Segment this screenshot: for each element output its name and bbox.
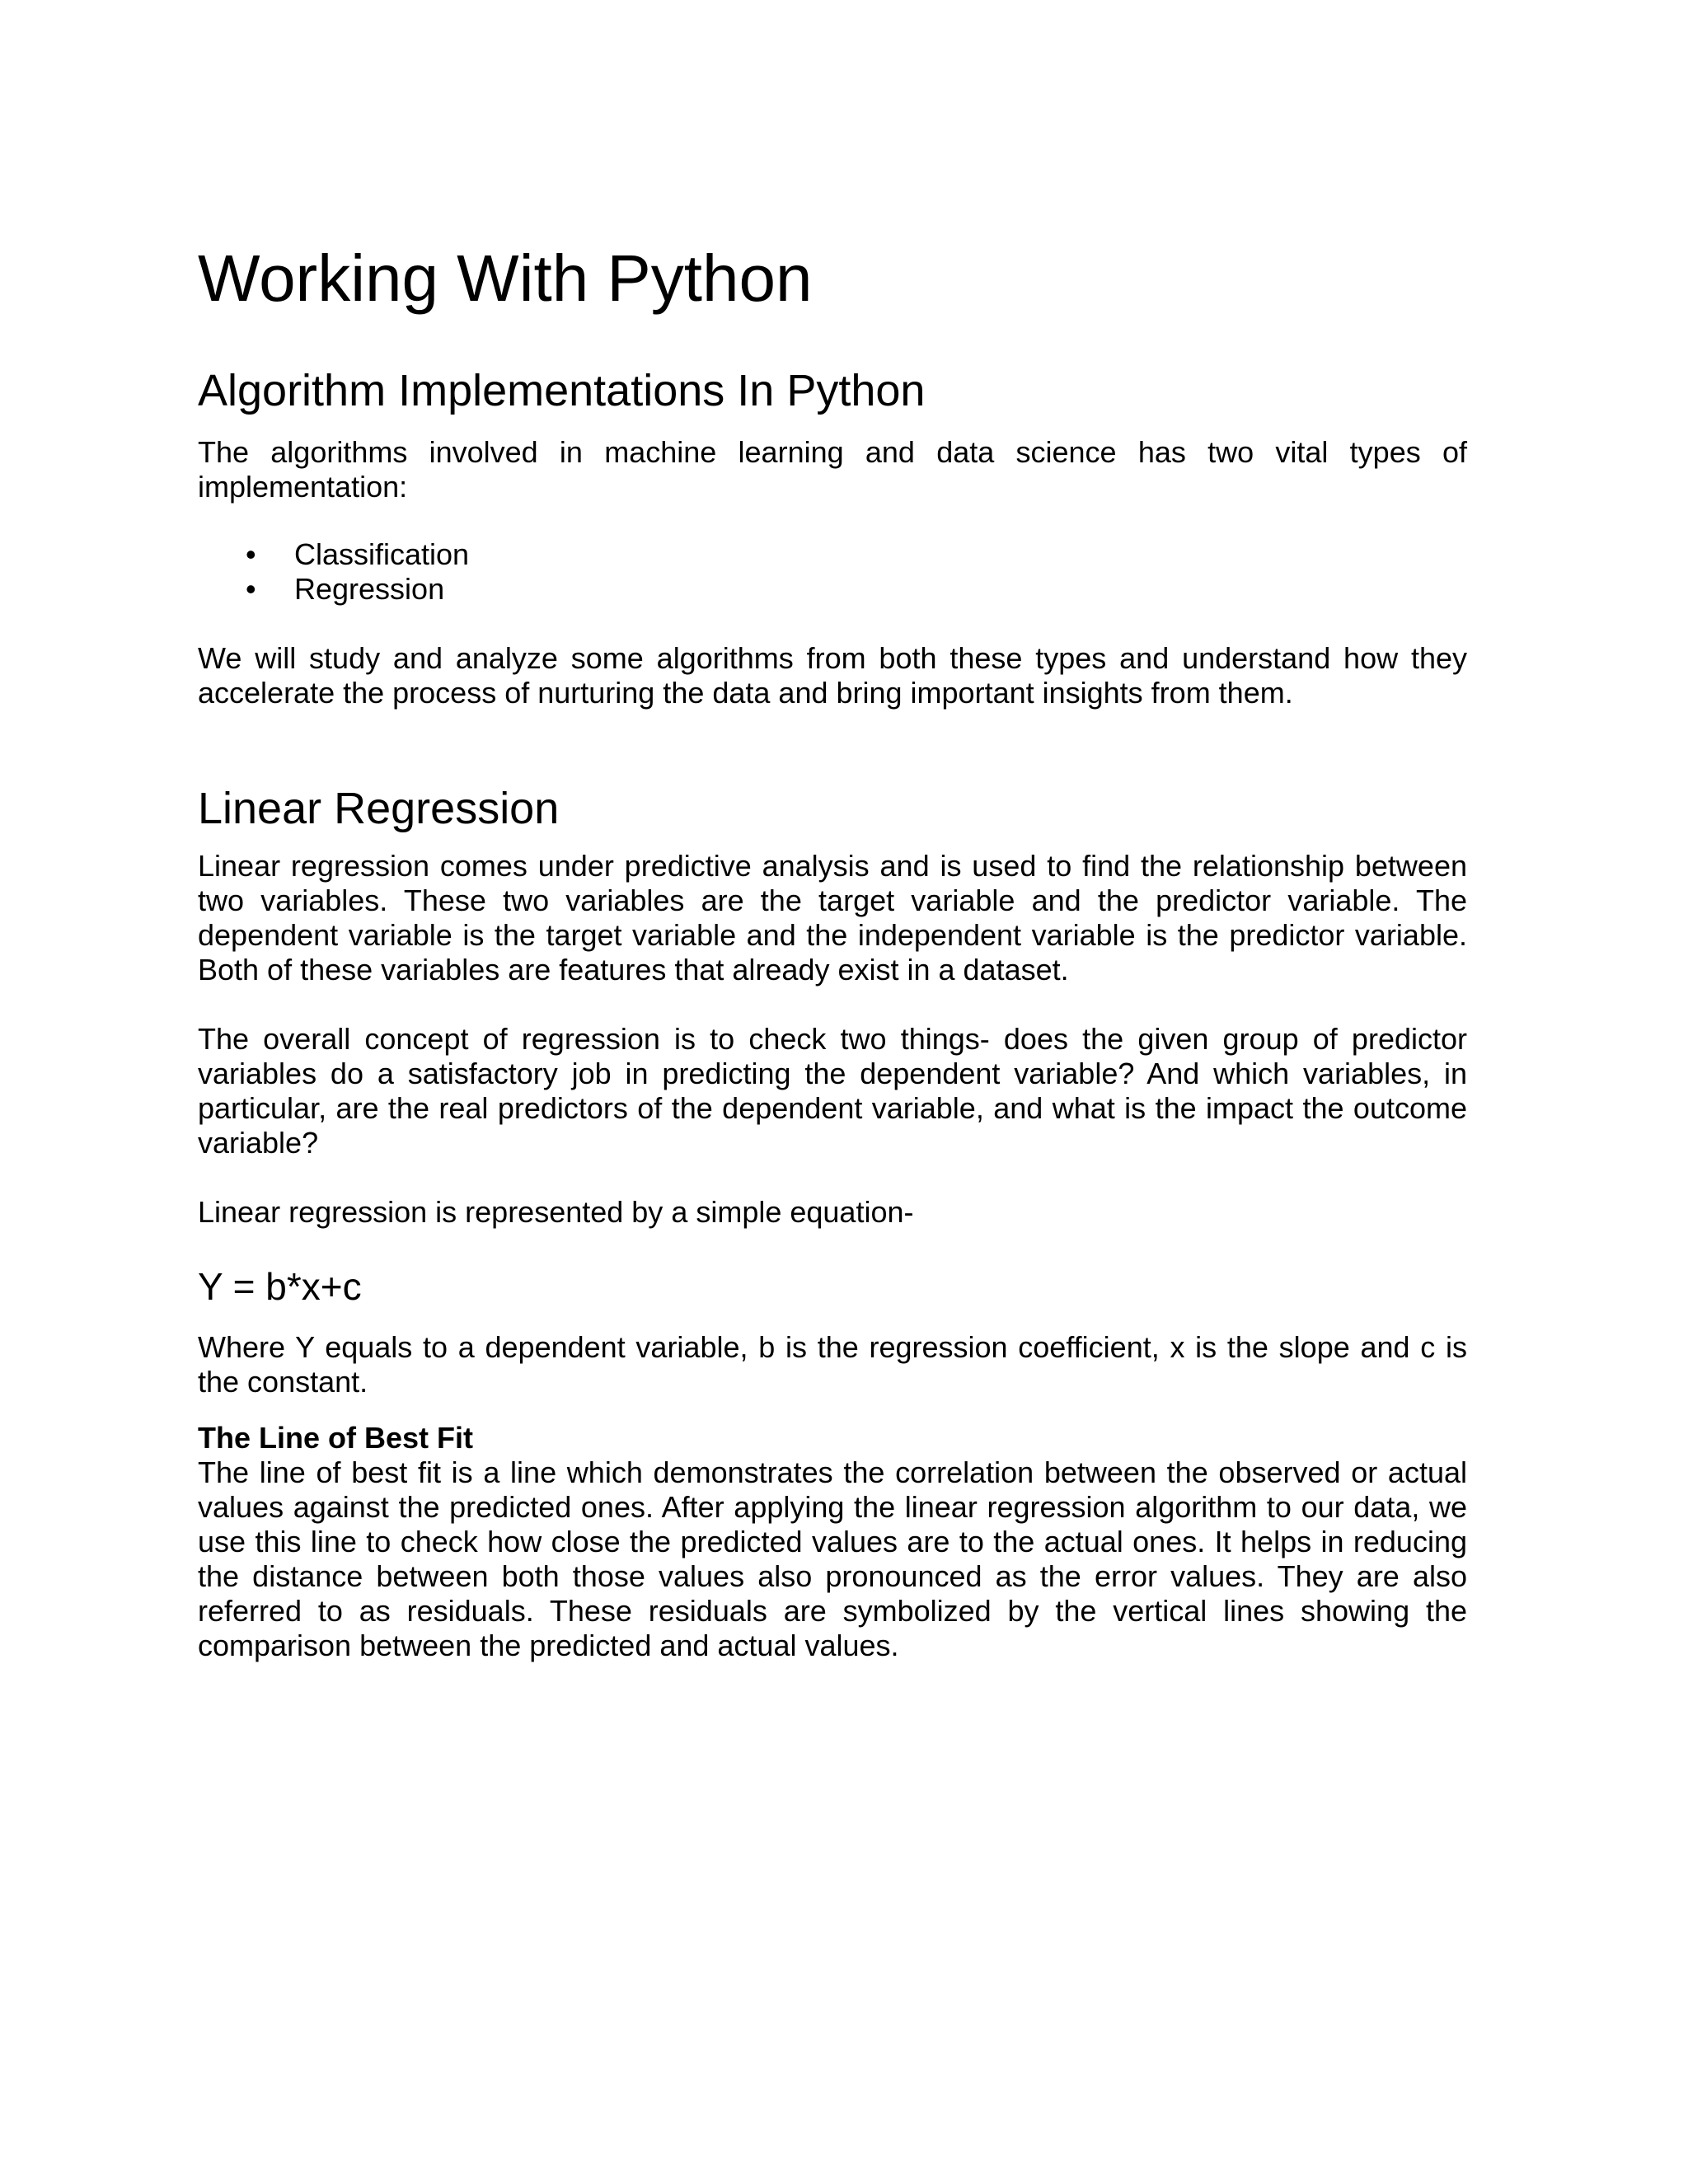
bullet-icon: • bbox=[246, 537, 256, 571]
outro-paragraph: We will study and analyze some algorithms from both these types and understand how they accelerate the process of nurturing the data and bring important insights from them. bbox=[198, 641, 1467, 710]
list-item-label: Classification bbox=[294, 537, 470, 571]
document-title: Working With Python bbox=[198, 241, 813, 315]
bullet-icon: • bbox=[246, 572, 256, 606]
section-heading-algorithm-implementations: Algorithm Implementations In Python bbox=[198, 366, 926, 415]
line-of-best-fit-paragraph: The line of best fit is a line which demonstrates the correlation between the observed or actual values against the predicted ones. After applying the linear regression algorithm to our data, we use this line to check how close the predicted values are to the actual ones. It helps in reducing the distance between both those values also pronounced as the error values. They are also referred to as residuals. These residuals are symbolized by the vertical lines showing the comparison between the predicted and actual values. bbox=[198, 1455, 1467, 1662]
regression-concept-paragraph: The overall concept of regression is to check two things- does the given group of predictor variables do a satisfactory job in predicting the dependent variable? And which variables, in particular, are the real predictors of the dependent variable, and what is the impact the outcome variable? bbox=[198, 1022, 1467, 1160]
linear-regression-paragraph: Linear regression comes under predictive analysis and is used to find the relationship between two variables. These two variables are the target variable and the predictor variable. The dependent variable is the target variable and the independent variable is the predictor variable. Both of these variables are features that already exist in a dataset. bbox=[198, 849, 1467, 987]
intro-paragraph: The algorithms involved in machine learning and data science has two vital types of implementation: bbox=[198, 435, 1467, 504]
equation-intro-paragraph: Linear regression is represented by a simple equation- bbox=[198, 1195, 914, 1229]
section-heading-linear-regression: Linear Regression bbox=[198, 784, 560, 833]
list-item-label: Regression bbox=[294, 572, 445, 606]
line-of-best-fit-heading: The Line of Best Fit bbox=[198, 1421, 474, 1455]
regression-equation: Y = b*x+c bbox=[198, 1265, 362, 1308]
equation-explanation-paragraph: Where Y equals to a dependent variable, b is the regression coefficient, x is the slope and c is the constant. bbox=[198, 1330, 1467, 1399]
